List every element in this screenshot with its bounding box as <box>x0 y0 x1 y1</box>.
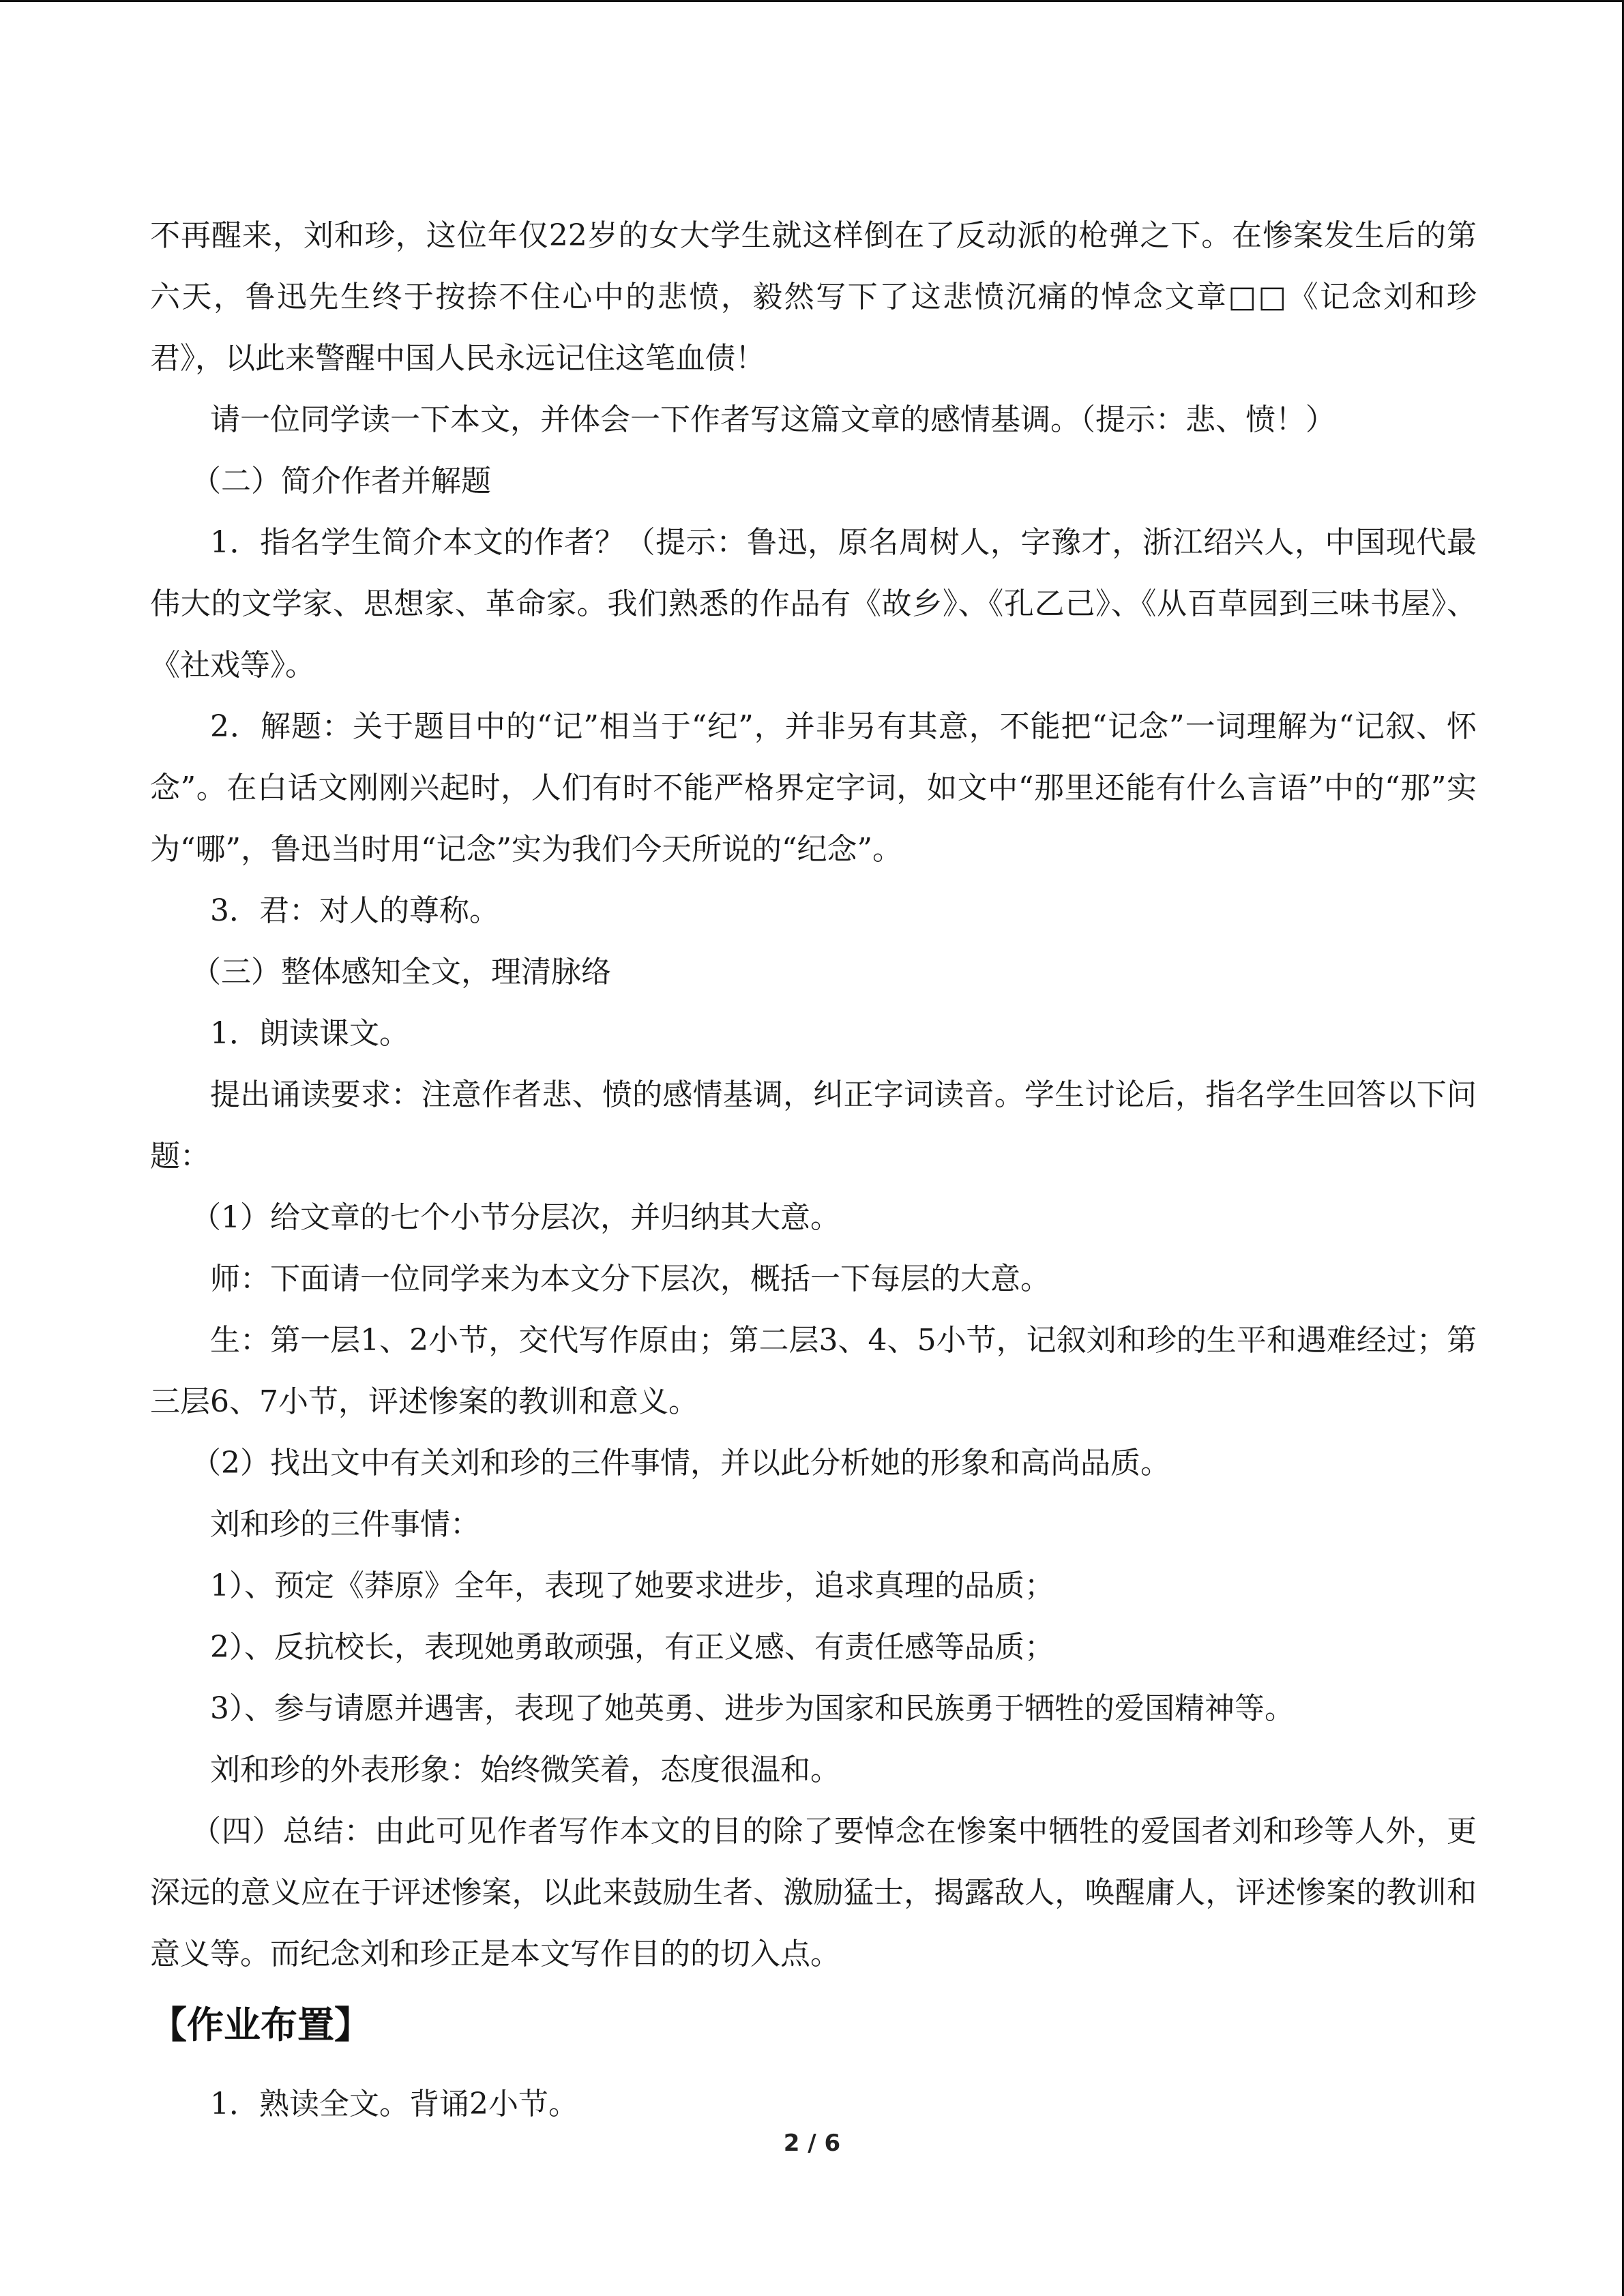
paragraph-title-explanation: 2．解题：关于题目中的“记”相当于“纪”，并非另有其意，不能把“记念”一词理解为“记叙、怀念”。在白话文刚刚兴起时，人们有时不能严格界定字词，如文中“那里还能有什么言语”中的“那”实为“哪”，鲁迅当时用“记念”实为我们今天所说的“纪念”。 <box>150 709 1477 867</box>
question-2-three-events: （2）找出文中有关刘和珍的三件事情，并以此分析她的形象和高尚品质。 <box>191 1446 1170 1480</box>
list-item-event-1: 1）、预定《莽原》全年，表现了她要求进步，追求真理的品质； <box>210 1568 1054 1603</box>
question-1-layers: （1）给文章的七个小节分层次，并归纳其大意。 <box>191 1200 840 1235</box>
paragraph-read-aloud: 1．朗读课文。 <box>210 1016 409 1051</box>
document-body <box>150 205 1477 2135</box>
section-heading-author-intro: （二）简介作者并解题 <box>191 464 491 498</box>
list-item-event-2: 2）、反抗校长，表现她勇敢顽强，有正义感、有责任感等品质； <box>210 1630 1054 1665</box>
homework-heading: 【作业布置】 <box>150 2003 371 2046</box>
paragraph-three-events-label: 刘和珍的三件事情： <box>210 1507 480 1542</box>
homework-item-1: 1．熟读全文。背诵2小节。 <box>210 2087 578 2121</box>
paragraph-author-intro: 1．指名学生简介本文的作者？（提示：鲁迅，原名周树人，字豫才，浙江绍兴人，中国现代最伟大的文学家、思想家、革命家。我们熟悉的作品有《故乡》、《孔乙己》、《从百草园到三味书屋》、《社戏等》。 <box>150 525 1477 683</box>
list-item-event-3: 3）、参与请愿并遇害，表现了她英勇、进步为国家和民族勇于牺牲的爱国精神等。 <box>210 1691 1295 1726</box>
paragraph-intro-continuation: 不再醒来，刘和珍，这位年仅22岁的女大学生就这样倒在了反动派的枪弹之下。在惨案发生后的第六天，鲁迅先生终于按捺不住心中的悲愤，毅然写下了这悲愤沉痛的悼念文章□□《记念刘和珍君》，以此来警醒中国人民永远记住这笔血债！ <box>150 218 1477 376</box>
section-heading-overall-perception: （三）整体感知全文，理清脉络 <box>191 955 611 989</box>
paragraph-appearance: 刘和珍的外表形象：始终微笑着，态度很温和。 <box>210 1753 840 1787</box>
paragraph-summary: （四）总结：由此可见作者写作本文的目的除了要悼念在惨案中牺牲的爱国者刘和珍等人外，更深远的意义应在于评述惨案，以此来鼓励生者、激励猛士，揭露敌人，唤醒庸人，评述惨案的教训和意义等。而纪念刘和珍正是本文写作目的的切入点。 <box>150 1814 1477 1971</box>
page-number: 2 / 6 <box>783 2130 841 2157</box>
paragraph-jun-meaning: 3．君：对人的尊称。 <box>210 893 499 928</box>
paragraph-reading-task: 请一位同学读一下本文，并体会一下作者写这篇文章的感情基调。（提示：悲、愤！） <box>210 402 1335 437</box>
paragraph-student-answer: 生：第一层1、2小节，交代写作原由；第二层3、4、5小节，记叙刘和珍的生平和遇难经过；第三层6、7小节，评述惨案的教训和意义。 <box>150 1323 1477 1419</box>
paragraph-teacher-prompt: 师：下面请一位同学来为本文分下层次，概括一下每层的大意。 <box>210 1262 1050 1296</box>
paragraph-reading-requirements: 提出诵读要求：注意作者悲、愤的感情基调，纠正字词读音。学生讨论后，指名学生回答以下问题： <box>150 1077 1477 1174</box>
